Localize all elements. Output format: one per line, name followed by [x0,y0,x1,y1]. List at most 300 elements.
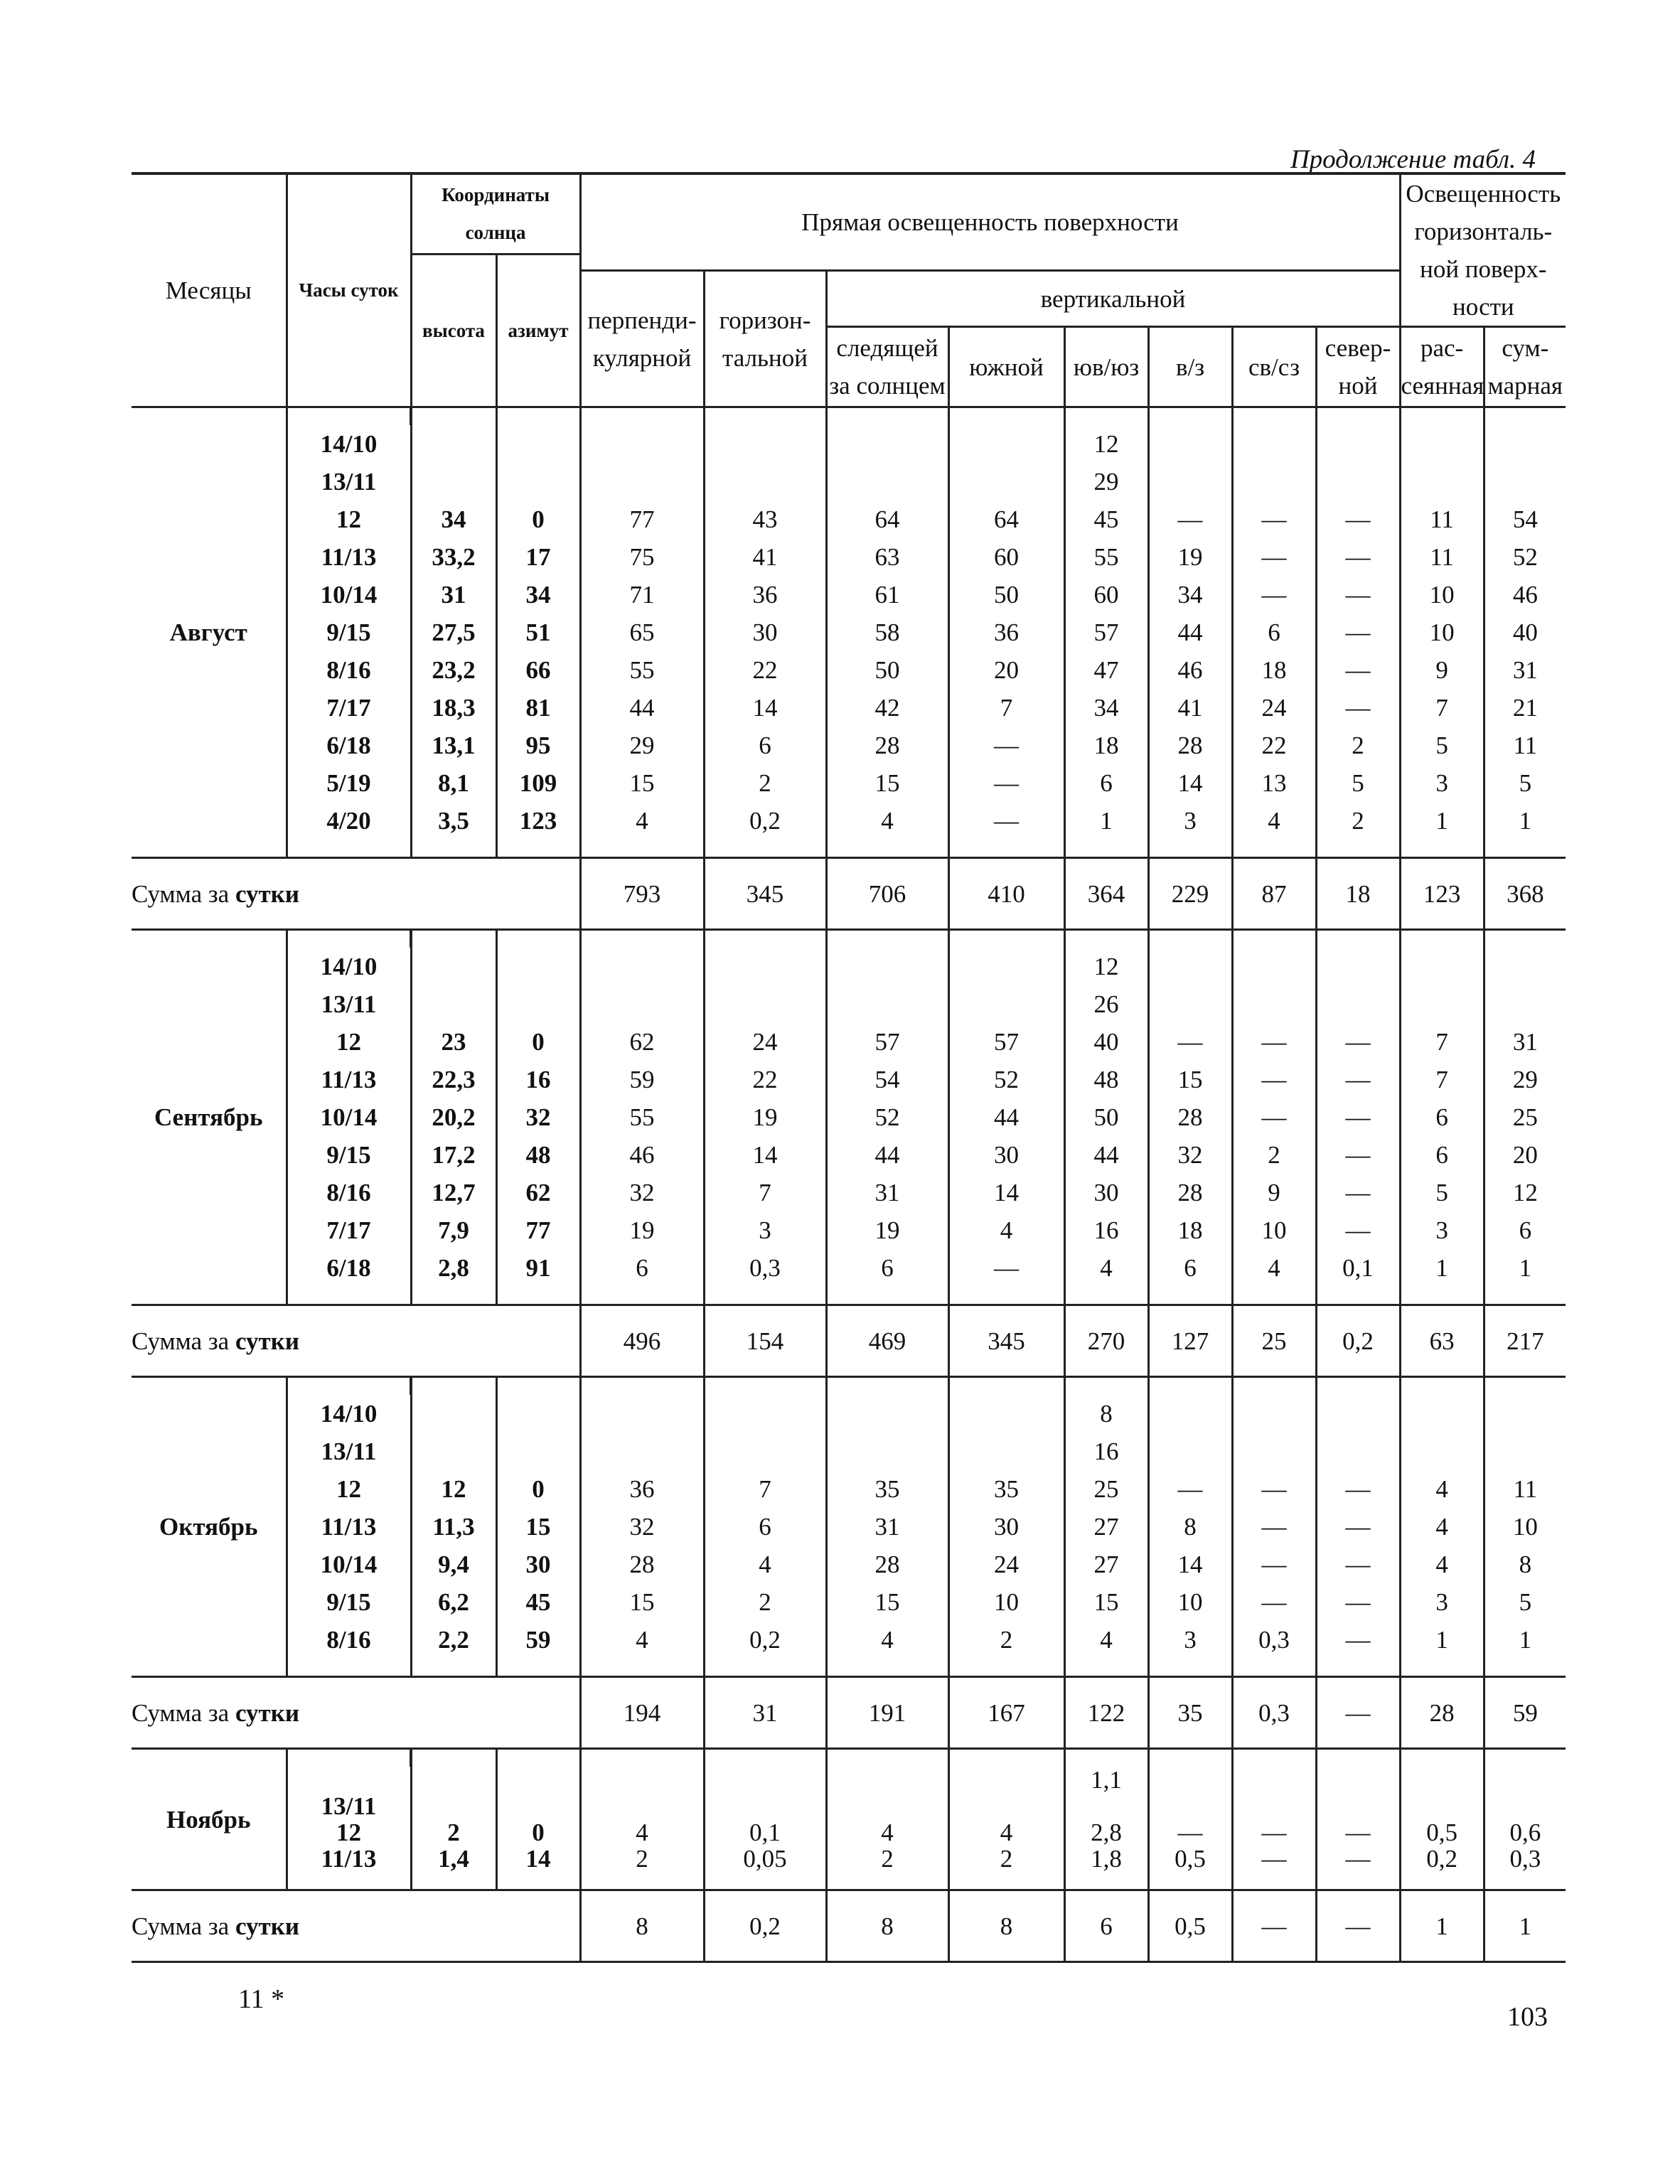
table-cell: 34 [411,500,496,538]
table-cell [1064,1793,1148,1819]
table-cell: 57 [1064,614,1148,651]
table-cell: 31 [826,1174,948,1211]
table-cell: 8/16 [287,651,411,689]
sum-cell: 63 [1400,1305,1484,1377]
table-cell: 28 [580,1546,704,1583]
table-cell: 36 [704,576,826,614]
table-cell: 12 [1484,1174,1566,1211]
table-cell: 52 [948,1061,1064,1098]
table-cell [411,463,496,500]
table-cell: 23 [411,1023,496,1061]
table-cell: 15 [1148,1061,1232,1098]
table-cell: 0 [496,500,580,538]
header-months: Месяцы [132,173,287,407]
table-cell: 10 [1232,1211,1316,1249]
month-label: Сентябрь [154,1103,263,1131]
table-cell: — [1232,1098,1316,1136]
table-row [132,1136,1566,1174]
table-cell [826,463,948,500]
table-cell: — [1316,538,1400,576]
table-cell: — [1316,1023,1400,1061]
table-cell: 6 [704,1508,826,1546]
table-row [132,1767,1566,1793]
table-row [132,500,1566,538]
table-cell: 22 [704,1061,826,1098]
table-cell: 10 [1400,576,1484,614]
table-cell [948,425,1064,463]
table-cell: — [1148,500,1232,538]
table-cell: 11/13 [287,1508,411,1546]
table-cell: 109 [496,764,580,802]
table-cell [1484,948,1566,985]
sum-cell: 8 [826,1890,948,1962]
table-cell: 25 [1484,1098,1566,1136]
table-cell: 7 [704,1470,826,1508]
sum-cell: 364 [1064,858,1148,930]
table-cell: 10/14 [287,1098,411,1136]
table-cell: 27,5 [411,614,496,651]
table-cell: 4 [826,1621,948,1659]
table-cell: 0,2 [704,802,826,840]
table-row [132,463,1566,500]
table-cell: — [1316,1819,1400,1846]
table-cell: 4 [1400,1470,1484,1508]
table-row [132,1395,1566,1433]
table-cell [496,1395,580,1433]
table-cell: 58 [826,614,948,651]
header-hours: Часы суток [287,173,411,407]
table-cell: 6/18 [287,1249,411,1287]
table-cell: 11/13 [287,1846,411,1872]
table-cell: 8 [1148,1508,1232,1546]
table-cell: 44 [1148,614,1232,651]
table-cell: 3 [1400,764,1484,802]
table-cell: 0,3 [1232,1621,1316,1659]
table-cell: 57 [948,1023,1064,1061]
table-cell: 64 [826,500,948,538]
table-cell: 0,05 [704,1846,826,1872]
table-cell: — [1232,1508,1316,1546]
table-cell: 24 [948,1546,1064,1583]
table-cell: 7 [1400,1023,1484,1061]
table-cell [1400,985,1484,1023]
table-cell: 30 [704,614,826,651]
table-cell: 11/13 [287,538,411,576]
table-cell: 13/11 [287,1433,411,1470]
table-cell: 15 [826,764,948,802]
table-cell [411,1433,496,1470]
table-cell: 11 [1400,538,1484,576]
table-cell: 5 [1484,1583,1566,1621]
sum-cell: 8 [948,1890,1064,1962]
table-cell: 9/15 [287,1136,411,1174]
table-row [132,689,1566,727]
table-cell: — [948,727,1064,764]
table-cell: 19 [826,1211,948,1249]
table-row [132,1793,1566,1819]
table-cell: 32 [580,1508,704,1546]
table-cell: 1 [1400,1621,1484,1659]
table-cell: 5 [1400,727,1484,764]
table-cell [1400,1433,1484,1470]
sum-cell: 0,2 [1316,1305,1400,1377]
table-cell: 11/13 [287,1061,411,1098]
table-cell [411,985,496,1023]
table-cell: 35 [948,1470,1064,1508]
table-cell [826,1793,948,1819]
sum-cell: 1 [1484,1890,1566,1962]
table-cell: 45 [1064,500,1148,538]
table-cell: 60 [1064,576,1148,614]
table-cell: 29 [1064,463,1148,500]
table-cell [1232,1395,1316,1433]
header-diffuse: рас-сеянная [1400,327,1484,407]
table-cell: 7/17 [287,1211,411,1249]
header-height: высота [411,255,496,407]
table-cell: 11 [1400,500,1484,538]
table-cell: — [1316,1846,1400,1872]
table-cell: 40 [1064,1023,1148,1061]
table-cell: 27 [1064,1508,1148,1546]
table-cell: — [1232,1061,1316,1098]
table-cell: 20 [1484,1136,1566,1174]
table-cell: 9 [1232,1174,1316,1211]
table-cell [580,1395,704,1433]
sum-cell: 229 [1148,858,1232,930]
table-cell: — [1232,1583,1316,1621]
sum-cell: 87 [1232,858,1316,930]
table-cell [496,1433,580,1470]
sum-cell: 35 [1148,1677,1232,1749]
table-cell: 18 [1064,727,1148,764]
sum-label: Сумма за сутки [132,1890,580,1962]
table-cell: 7/17 [287,689,411,727]
sum-label: Сумма за сутки [132,1305,580,1377]
table-row [132,425,1566,463]
table-cell [1484,1793,1566,1819]
table-row [132,1621,1566,1659]
table-row [132,576,1566,614]
table-cell: 62 [580,1023,704,1061]
table-cell: 32 [496,1098,580,1136]
table-cell: 22 [704,651,826,689]
table-cell: 1 [1484,1249,1566,1287]
table-cell: 6 [1064,764,1148,802]
table-cell: 44 [580,689,704,727]
table-cell: 11 [1484,727,1566,764]
table-cell: — [948,764,1064,802]
sum-cell: — [1316,1677,1400,1749]
table-cell: 6 [1232,614,1316,651]
sum-cell: 28 [1400,1677,1484,1749]
table-cell: — [1316,576,1400,614]
table-cell: 19 [580,1211,704,1249]
table-cell: 3,5 [411,802,496,840]
table-cell: 47 [1064,651,1148,689]
table-cell: 8,1 [411,764,496,802]
table-cell [1232,985,1316,1023]
sum-cell: 59 [1484,1677,1566,1749]
table-cell: 7 [1400,1061,1484,1098]
table-cell: 1 [1484,802,1566,840]
table-cell: 0,6 [1484,1819,1566,1846]
table-cell: 34 [1148,576,1232,614]
table-cell: 24 [1232,689,1316,727]
table-cell [826,425,948,463]
table-cell [1148,1793,1232,1819]
table-cell [580,1767,704,1793]
month-label: Ноябрь [166,1805,251,1834]
table-cell: 2 [826,1846,948,1872]
month-label: Август [169,619,247,646]
table-cell: 64 [948,500,1064,538]
table-cell: 9,4 [411,1546,496,1583]
table-cell [1400,1395,1484,1433]
table-cell [1316,1433,1400,1470]
table-cell: 21 [1484,689,1566,727]
table-cell: 8 [1064,1395,1148,1433]
table-cell: 12 [287,500,411,538]
table-cell [580,1433,704,1470]
table-cell: 0 [496,1819,580,1846]
table-cell: 1 [1064,802,1148,840]
table-cell: 13/11 [287,985,411,1023]
table-cell [1232,425,1316,463]
table-cell: 2 [411,1819,496,1846]
table-row [132,985,1566,1023]
table-cell [704,1433,826,1470]
table-cell: — [1316,614,1400,651]
table-cell: 2 [1316,802,1400,840]
table-cell: 18,3 [411,689,496,727]
table-cell: 91 [496,1249,580,1287]
table-cell: 4 [1232,1249,1316,1287]
table-cell: 24 [704,1023,826,1061]
table-cell: 18 [1232,651,1316,689]
table-cell: 8 [1484,1546,1566,1583]
table-cell: 14/10 [287,948,411,985]
sum-cell: 122 [1064,1677,1148,1749]
sum-cell: 194 [580,1677,704,1749]
table-cell: 61 [826,576,948,614]
table-cell: 2 [704,764,826,802]
table-cell: 1 [1400,1249,1484,1287]
table-cell: — [1316,651,1400,689]
sum-cell: 345 [948,1305,1064,1377]
table-cell: 3 [1400,1583,1484,1621]
table-cell [287,1767,411,1793]
table-cell: 3 [1400,1211,1484,1249]
table-cell: 46 [1484,576,1566,614]
table-cell: 9/15 [287,1583,411,1621]
table-cell [411,1395,496,1433]
table-cell: 5 [1484,764,1566,802]
table-cell: 11,3 [411,1508,496,1546]
table-cell: — [1316,1098,1400,1136]
table-row [132,1546,1566,1583]
table-cell: 59 [496,1621,580,1659]
table-cell: — [1316,1583,1400,1621]
table-cell [1484,1767,1566,1793]
table-cell [580,463,704,500]
table-cell: 13/11 [287,1793,411,1819]
table-row [132,802,1566,840]
table-cell: 95 [496,727,580,764]
table-cell: 0,3 [1484,1846,1566,1872]
table-cell: — [1316,1211,1400,1249]
table-cell [1148,425,1232,463]
table-cell: 14/10 [287,425,411,463]
table-cell: 14 [704,1136,826,1174]
table-cell: 6/18 [287,727,411,764]
table-row [132,764,1566,802]
table-cell [411,1793,496,1819]
table-cell: 12 [1064,948,1148,985]
table-row [132,1846,1566,1872]
table-cell: — [1232,1846,1316,1872]
table-cell: 10 [948,1583,1064,1621]
sum-cell: 123 [1400,858,1484,930]
sum-cell: — [1232,1890,1316,1962]
table-row [132,727,1566,764]
table-cell: 33,2 [411,538,496,576]
table-cell: 123 [496,802,580,840]
table-cell: 28 [1148,727,1232,764]
table-cell: 2 [1232,1136,1316,1174]
table-cell [1484,425,1566,463]
table-cell: 26 [1064,985,1148,1023]
table-cell: 16 [1064,1433,1148,1470]
table-cell: 1 [1400,802,1484,840]
sum-cell: 410 [948,858,1064,930]
table-cell: 14 [704,689,826,727]
table-cell: 10/14 [287,1546,411,1583]
table-cell: 13 [1232,764,1316,802]
table-cell: 71 [580,576,704,614]
table-cell: 6 [1400,1098,1484,1136]
table-cell: — [948,802,1064,840]
table-cell: 2 [704,1583,826,1621]
table-cell: 12,7 [411,1174,496,1211]
table-cell: 34 [496,576,580,614]
table-cell: 17 [496,538,580,576]
table-cell: 2 [948,1846,1064,1872]
table-row [132,1174,1566,1211]
table-cell: 51 [496,614,580,651]
table-row [132,1249,1566,1287]
table-cell: 6 [1148,1249,1232,1287]
table-cell: 25 [1064,1470,1148,1508]
table-cell: 11 [1484,1470,1566,1508]
table-cell: 7 [1400,689,1484,727]
sum-cell: 0,5 [1148,1890,1232,1962]
header-illum-horizontal: Освещенность горизонталь-ной поверх-ности [1400,173,1566,327]
table-cell: — [1316,1174,1400,1211]
table-cell [411,1767,496,1793]
table-cell: 14 [1148,764,1232,802]
table-cell [704,985,826,1023]
table-cell: 4 [1064,1249,1148,1287]
table-cell [1484,985,1566,1023]
table-cell: — [1232,538,1316,576]
table-cell: 77 [580,500,704,538]
table-cell: 27 [1064,1546,1148,1583]
table-cell [580,948,704,985]
table-cell [580,1793,704,1819]
table-cell: 4 [948,1819,1064,1846]
table-cell: 15 [826,1583,948,1621]
table-cell: 22 [1232,727,1316,764]
sum-cell: 793 [580,858,704,930]
header-total: сум-марная [1484,327,1566,407]
table-cell [411,948,496,985]
table-cell: 0,2 [1400,1846,1484,1872]
table-cell [1316,425,1400,463]
table-cell: 17,2 [411,1136,496,1174]
table-cell: 6 [1400,1136,1484,1174]
table-cell: 0 [496,1470,580,1508]
header-se-sw: юв/юз [1064,327,1148,407]
table-cell: 41 [704,538,826,576]
table-cell [1232,1767,1316,1793]
table-cell: 6,2 [411,1583,496,1621]
sum-cell: 345 [704,858,826,930]
table-cell: 29 [1484,1061,1566,1098]
table-cell: 13/11 [287,463,411,500]
table-cell: — [1316,1508,1400,1546]
table-cell: 48 [496,1136,580,1174]
table-cell: 65 [580,614,704,651]
page-number: 103 [1507,2002,1548,2032]
header-horizontal: горизон-тальной [704,271,826,407]
table-cell: 4 [1064,1621,1148,1659]
table-cell: 59 [580,1061,704,1098]
table-cell: — [1316,1136,1400,1174]
table-row [132,1819,1566,1846]
table-row [132,1433,1566,1470]
table-cell: 52 [826,1098,948,1136]
table-cell: — [1232,1470,1316,1508]
table-cell: 46 [1148,651,1232,689]
table-cell: 0,3 [704,1249,826,1287]
table-cell [496,985,580,1023]
table-cell: 9 [1400,651,1484,689]
table-cell [1148,1767,1232,1793]
sum-cell: 191 [826,1677,948,1749]
table-cell: 19 [1148,538,1232,576]
data-table [132,172,1566,1963]
table-cell: 60 [948,538,1064,576]
table-cell: — [1232,576,1316,614]
table-cell: 42 [826,689,948,727]
sum-label: Сумма за сутки [132,1677,580,1749]
table-cell [704,948,826,985]
sum-cell: 469 [826,1305,948,1377]
table-cell: 6 [704,727,826,764]
table-cell: 23,2 [411,651,496,689]
table-cell: 5 [1316,764,1400,802]
table-cell: 14 [1148,1546,1232,1583]
table-cell: 52 [1484,538,1566,576]
table-cell: 7 [948,689,1064,727]
table-cell: — [1316,1061,1400,1098]
table-cell [1316,985,1400,1023]
table-cell [948,1767,1064,1793]
table-cell: 28 [1148,1174,1232,1211]
table-cell: 46 [580,1136,704,1174]
table-cell [704,463,826,500]
table-cell [1148,463,1232,500]
